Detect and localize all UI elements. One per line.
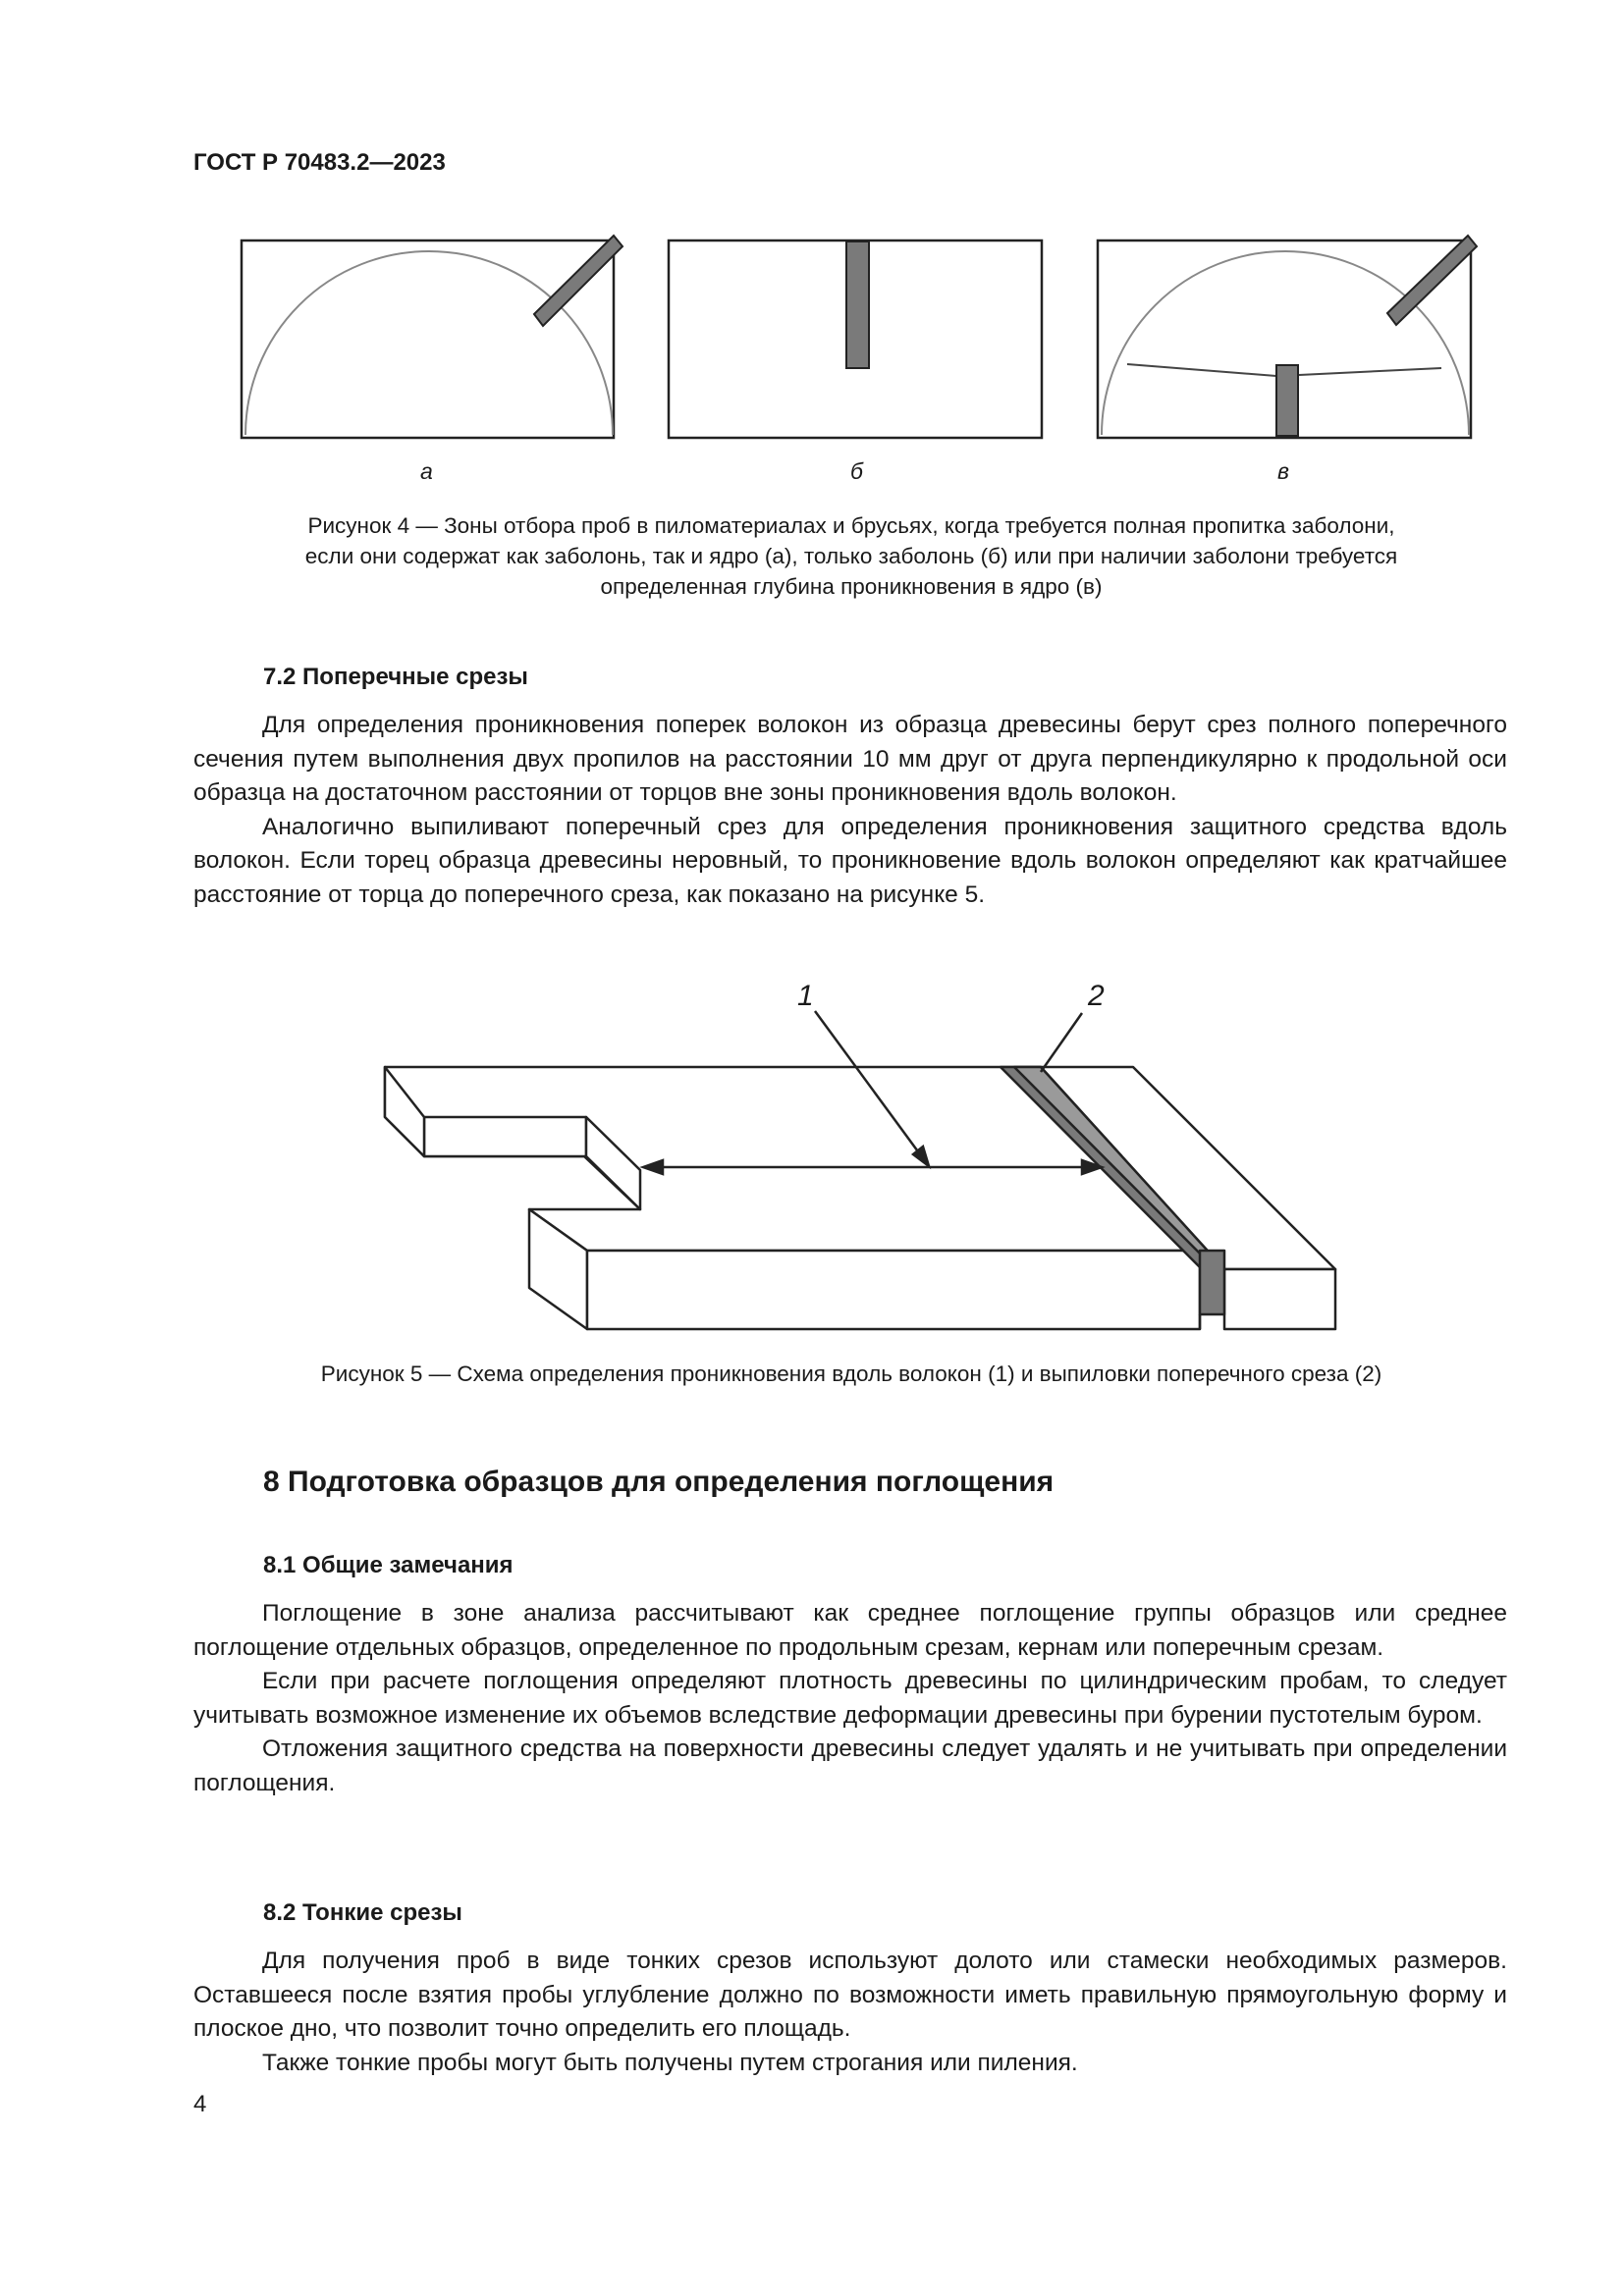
figure-4 (0, 0, 1624, 471)
heading-8: 8 Подготовка образцов для определения поглощения (263, 1466, 1055, 1498)
heading-7-2: 7.2 Поперечные срезы (263, 664, 528, 690)
document-id: ГОСТ Р 70483.2—2023 (193, 149, 446, 176)
figure-5 (0, 962, 1624, 1335)
heading-8-1: 8.1 Общие замечания (263, 1552, 514, 1578)
board-end-face (424, 1117, 586, 1156)
figure-4-label-v: в (1277, 458, 1290, 484)
figure-4-panel-b (669, 240, 1042, 438)
figure-4-caption: Рисунок 4 — Зоны отбора проб в пиломатериалах и брусьях, когда требуется полная пропитка заболони, если они содержат как заболонь, так и ядро (а), только заболонь (б) или при наличии заболони требуется определенная глубина проникновения в ядро (в) (304, 513, 1398, 599)
page-number: 4 (193, 2091, 207, 2117)
figure-4-label-b: б (850, 458, 863, 484)
figure-5-callout-1: 1 (797, 980, 814, 1012)
board-front-face (587, 1251, 1200, 1329)
figure-5-caption: Рисунок 5 — Схема определения проникновения вдоль волокон (1) и выпиловки поперечного среза (2) (320, 1362, 1382, 1386)
figure-5-callout-2: 2 (1088, 980, 1105, 1012)
figure-4-label-a: а (420, 458, 433, 484)
figure-4-panel-a (242, 236, 623, 438)
section-7-2-body: Для определения проникновения поперек волокон из образца древесины берут срез полного поперечного сечения путем выполнения двух пропилов на расстоянии 10 мм друг от друга перпендикулярно к продольной оси образца на достаточном расстоянии от торцов вне зоны проникновения вдоль волокон. Аналогично выпиливают поперечный срез для определения проникновения защитного средства вдоль волокон. Если торец образца древесины неровный, то проникновение вдоль волокон определяют как кратчайшее расстояние от торца до поперечного среза, как показано на рисунке 5. (193, 712, 1507, 908)
section-8-2-body: Для получения проб в виде тонких срезов используют долото или стамески необходимых размеров. Оставшееся после взятия пробы углубление должно по возможности иметь правильную прямоугольную форму и плоское дно, что позволит точно определить его площадь. Также тонкие пробы могут быть получены путем строгания или пиления. (193, 1948, 1507, 2076)
section-8-1-body: Поглощение в зоне анализа рассчитывают как среднее поглощение группы образцов или среднее поглощение отдельных образцов, определенное по продольным срезам, кернам или поперечным срезам. Если при расчете поглощения определяют плотность древесины по цилиндрическим пробам, то следует учитывать возможное изменение их объемов вследствие деформации древесины при бурении пустотелым буром. Отложения защитного средства на поверхности древесины следует удалять и не учитывать при определении поглощения. (193, 1600, 1507, 1796)
cross-section-cut-face (1200, 1251, 1224, 1314)
figure-4-panel-v (1098, 236, 1477, 438)
heading-8-2: 8.2 Тонкие срезы (263, 1899, 462, 1926)
